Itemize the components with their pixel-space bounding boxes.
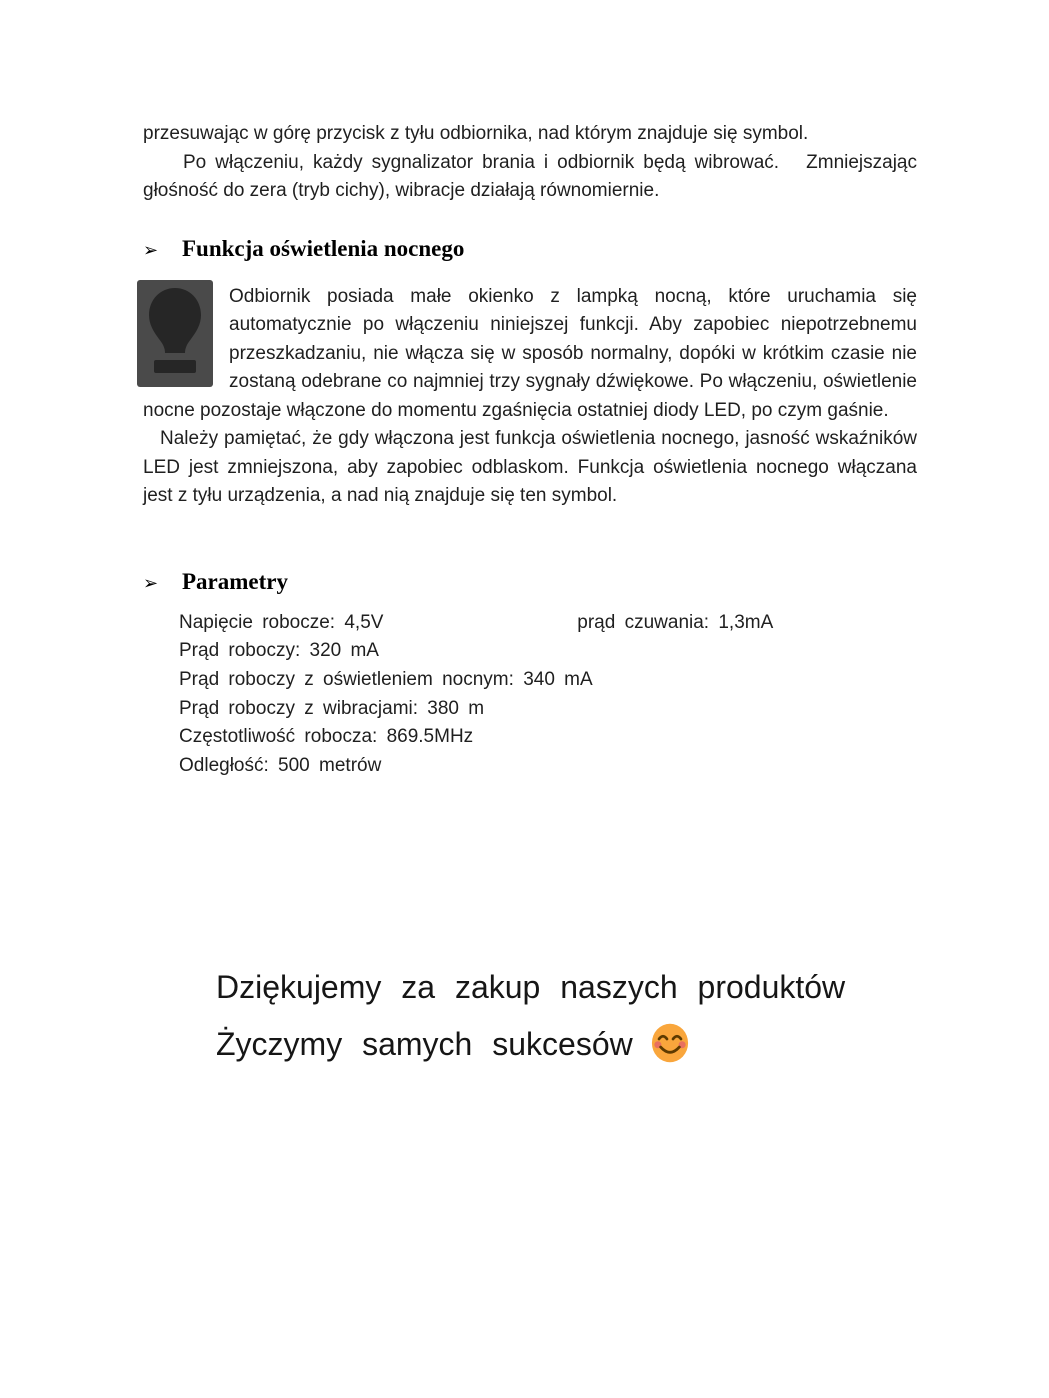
- parameters-list: [143, 609, 917, 781]
- arrow-bullet-icon: ➢: [143, 239, 159, 261]
- section-heading-night-light: [143, 234, 917, 266]
- parameter-row-voltage: [179, 609, 917, 638]
- intro-paragraph: Po włączeniu, każdy sygnalizator brania i odbiornik będą wibrować. Zmniejszając głośność do zera (tryb cichy), wibracje działają równomiernie.: [143, 151, 917, 201]
- section-heading-parameters-label: Parametry: [182, 568, 288, 594]
- section-heading-parameters: [143, 567, 917, 599]
- arrow-bullet-icon: ➢: [143, 572, 159, 594]
- parameter-operating-current: Prąd roboczy: 320 mA: [179, 640, 379, 662]
- section-heading-night-light-label: Funkcja oświetlenia nocnego: [182, 235, 465, 261]
- parameter-current-vibration: Prąd roboczy z wibracjami: 380 m: [179, 697, 485, 719]
- parameter-operating-frequency: Częstotliwość robocza: 869.5MHz: [179, 726, 474, 748]
- parameter-current-night-light: Prąd roboczy z oświetleniem nocnym: 340 mA: [179, 668, 593, 690]
- closing-line-1: Dziękujemy za zakup naszych produktów: [216, 968, 846, 1005]
- intro-paragraph-continuation: przesuwając w górę przycisk z tyłu odbiornika, nad którym znajduje się symbol.: [143, 123, 809, 144]
- parameter-range: Odległość: 500 metrów: [179, 755, 382, 777]
- closing-message: [216, 959, 917, 1073]
- light-bulb-base-shape: [154, 360, 196, 373]
- night-light-section-body: [143, 283, 917, 426]
- parameter-operating-voltage: Napięcie robocze: 4,5V: [179, 611, 384, 633]
- closing-line-2: [216, 1016, 917, 1073]
- smiling-face-emoji: [649, 1022, 691, 1064]
- light-bulb-icon: [137, 280, 213, 387]
- closing-line-2-text: Życzymy samych sukcesów: [216, 1025, 633, 1062]
- parameter-standby-current: prąd czuwania: 1,3mA: [577, 611, 774, 633]
- night-light-paragraph-1: Odbiornik posiada małe okienko z lampką nocną, które uruchamia się automatycznie po włączeniu niniejszej funkcji. Aby zapobiec niepotrzebnemu przeszkadzaniu, nie włącza się w sposób normalny, dopóki w krótkim czasie nie zostaną odebrane co najmniej trzy sygnały dźwiękowe. Po włączeniu, oświetlenie nocne pozostaje włączone do momentu zgaśnięcia ostatniej diody LED, po czym gaśnie.: [143, 285, 917, 421]
- night-light-paragraph-2: Należy pamiętać, że gdy włączona jest funkcja oświetlenia nocnego, jasność wskaźników LED jest zmniejszona, aby zapobiec odblaskom. Funkcja oświetlenia nocnego włączana jest z tyłu urządzenia, a nad nią znajduje się ten symbol.: [143, 428, 917, 506]
